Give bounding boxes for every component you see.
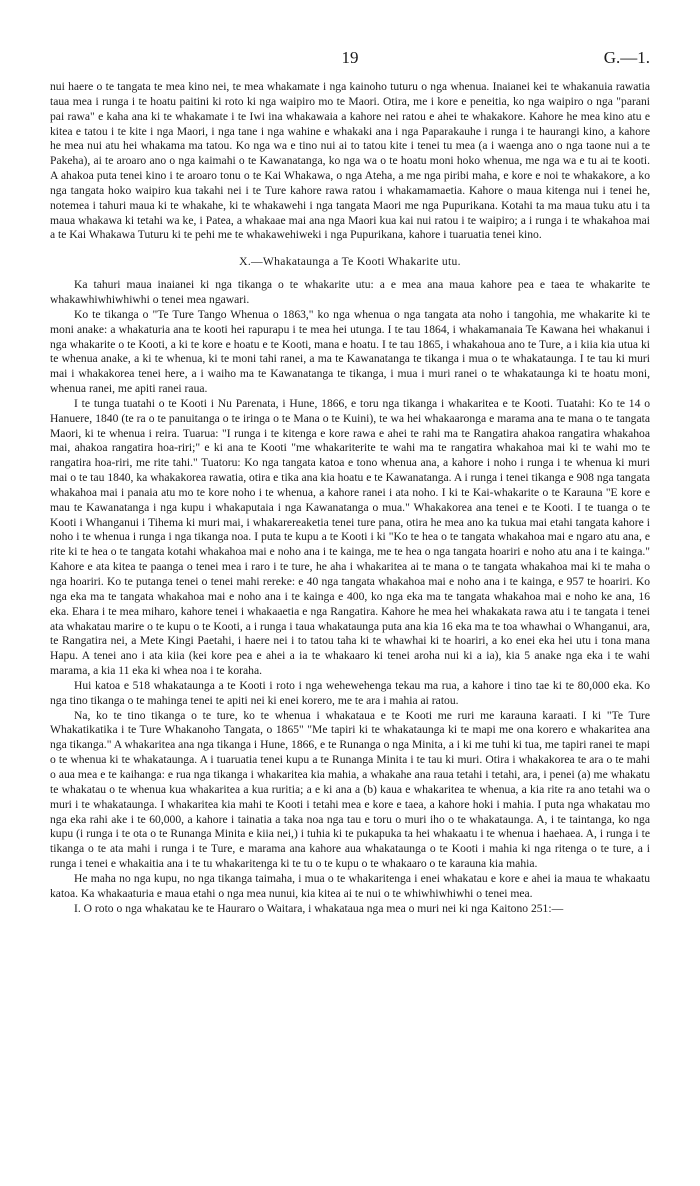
section-heading: X.—Whakataunga a Te Kooti Whakarite utu. — [239, 255, 461, 269]
paragraph: Ka tahuri maua inaianei ki nga tikanga o te whakarite utu: a e mea ana maua kahore pea e taea te whakarite te whakawhiwhiwhiwhi o tenei mea ngawari. — [50, 278, 650, 306]
paragraph: Hui katoa e 518 whakataunga a te Kooti i roto i nga wehewehenga tekau ma rua, a kahore i tino tae ki te 80,000 eka. Ko nga tino tikanga o te mahinga tenei te apiti nei ki enei korero, me te ara i mahia ai ratou. — [50, 678, 650, 707]
paragraph: I. O roto o nga whakatau ke te Hauraro o Waitara, i whakataua nga mea o muri nei ki nga Kaitono 251:— — [74, 901, 564, 915]
paragraph: Ko te tikanga o "Te Ture Tango Whenua o 1863," ko nga whenua o nga tangata ata noho i tangohia, me whakarite ki te moni anake: a whakaturia ana te kooti hei rapurapu i te mea hei utunga. I te tau 1864, i whakamanaia Te Kawana hei whakanui i nga whakarite o te Kooti, a ki te kore e hoatu e te Kooti, mana e hoatu. I te tau 1865, i whakahoua ano te Ture, a i kiia kia utua ki te whenua anake, a ki te whenua, ki te moni tahi ranei, a ma te Kawanatanga te tikanga i mua o te whakataunga. I te tau ki muri mai i whakakorea tenei here, a i waiho ma te Kawanatanga te tikanga, i mua i muri ranei o te whakataunga ki te hoatu moni, whenua ranei, me apiti ranei raua. — [50, 307, 650, 396]
paragraph-intro: nui haere o te tangata te mea kino nei, te mea whakamate i nga kainoho tuturu o nga whenua. Inaianei kei te whakanuia rawatia taua mea i runga i te hoatu paitini ki roto ki nga waipiro mo te Maori. Otira, me i kore e peneitia, ko nga waipiro o nga "parani pai rawa" e kaha ana ki te whakamate i te Iwi ina whakawaia a kahore nei ratou e ahei te whakakore. Kahore he mea kino atu e kitea e tatou i te kite i nga Maori, i nga tane i nga wahine e whakaki ana i nga Paparakauhe i runga i te haurangi kino, a kahore he mea nui atu hei whakama ma tatou. Ko nga wa e tino nui ai to tatou kite i tenei tu mea (a i waenga ano o nga taone nui a te Pakeha), ai te aroaro ano o nga kaimahi o te Kawanatanga, ko nga wa o te hoatu moni hoko whenua, me nga wa e tu ai te kooti. A ahakoa puta tenei kino i te aroaro tonu o te Kai Whakawa, o nga Ateha, a me nga piribi maha, e kore e noi te whakakore, a ko nga tangata hoko waipiro kua takahi nei i te Ture kahore rawa ratou i whakamamaetia. Kahore o maua kitenga nui i tenei he, notemea i tahuri maua ki te whakahe, ki te whakawehi i nga tangata Maori me nga Pupurikana. Kotahi ta ma maua tuku atu i ta maua whakawa ki tetahi wa ke, i Patea, a whakaae mai ana nga Maori kua kai nui ratou i te waipiro; a i runga i te whakahoa mai a te Kai Whakawa Tuturu ki te pehi me te whakawehiweki i nga Pupurikana, kahore i tuaruatia tenei kino. — [50, 80, 650, 242]
paragraph: He maha no nga kupu, no nga tikanga taimaha, i mua o te whakaritenga i enei whakatau e kore e ahei ia maua te whakaatu katoa. Ka whakaaturia e maua etahi o nga mea nunui, kia kitea ai te nui o te whiwhiwhiwhi o tenei mea. — [50, 871, 650, 900]
paragraph: I te tunga tuatahi o te Kooti i Nu Parenata, i Hune, 1866, e toru nga tikanga i whakaritea e te Kooti. Tuatahi: Ko te 14 o Hanuere, 1840 (te ra o te panuitanga o te iringa o te Mana o te Kuini), te wa hei whakaaronga e marama ana te mana o te tangata Maori, ki te whenua i reira. Tuarua: "I runga i te kitenga e kore rawa e ahei te rahi ma te Rangatira ahakoa rangatira whakahoa mai, ahakoa rangatira hoa-riri;" e ki ana te Kooti "me whakariterite te wahi ma te rangatira whakahoa mai ki te wahi mo te rangatira hoa-riri, me rite tahi." Tuatoru: Ko nga tangata katoa e tono whenua ana, a kahore i noho i runga i te whenua ki muri mai o te tau 1840, ka whakakorea rawatia, otira e tika ana kia hoatu e te Kawanatanga. A i runga i tenei tikanga e 908 nga tangata whakahoa mai i panaia atu mo te kore noho i te whenua, a kahore ranei i ata noho. I ki te Kai-whakarite o te Karauna "E kore e mau te Kawanatanga i nga kupu i whakaputaia i nga Kawanatanga o mua." Whakakorea ana tenei e te Kooti. I te tuanga o te Kooti i Whanganui i Tihema ki muri mai, i whakarereaketia tenei ture pana, otira he mea ano ka tukua mai etahi tangata kahore i noho i te whenua i runga i nga tikanga noa. I puta te kupu a te Kooti i ki "Ko te hea o te tangata whakahoa mai e ngaro atu ana, e rite ki te hea o te tangata kotahi whakahoa mai e noho ana i te kainga, me te hea o nga tangata hoariri e noho atu ana i te kainga." Kahore e ata kitea te paanga o tenei mea i raro i te ture, he aha i whakaritea ai te mana o te tangata whakahoa mai ki te maha o nga hoariri. Ko te putanga tenei o tenei mahi rereke: e 40 nga tangata whakahoa mai e noho ana i te kainga, e 957 te hoariri. Ko nga eka ma te tangata whakahoa mai e noho ana i te kainga e 400, ko nga eka ma te tangata whakahoa mai e noho ke ana, 16 eka. Ehara i te mea miharo, kahore tenei i whakaaetia e nga Rangatira. Kahore he mea hei whakakata rawa atu i te tangata i tenei ata whakatau marire o te kupu o te Kooti, a i runga i taua whakataunga puta ana kia 16 eka ma te toa whawhai o Whanganui, ara, te Rangatira nei, a Mete Kingi Paetahi, i haere nei i to tatou taha ki te whawhai ki te hoariri, a ko enei eka hei utu i tona mana Hapu. A tenei ano i ata kiia (kei kore pea e ahei a ia te whakaaro ki tenei aroha nui ki a ia), kia 5 anake nga eka i te wahi marama, a kia 11 eka ki whea noa i te koraha. — [50, 396, 650, 678]
page-number: 19 — [341, 48, 359, 67]
paragraph: Na, ko te tino tikanga o te ture, ko te whenua i whakataua e te Kooti me ruri me karauna karaati. I ki "Te Ture Whakatikatika i te Ture Whakanoho Tangata, o 1865" "Me tapiri ki te whakataunga ki te mapi me ona korero e whakaritea ana nga tikanga." A whakaritea ana nga tikanga i Hune, 1866, e te Runanga o nga Minita, a i ki me tuhi ki tua, me tapiri ranei te mapi o te whenua ki te whakataunga. A i tuaruatia tenei kupu a te Runanga Minita i te tau ki muri. Otira i whakakorea te ara o te mahi o aua mea e te kaihanga: e rua nga tikanga i whakaritea kia mahia, a whakahe ana raua tetahi i tetahi, ara, i penei (a) me whakatu te whakatau o te whenua kua whakaritea a kua ruritia; a e ki ana a (b) kaua e whakaritea te whenua, a kia rite ra ano tetahi wa o muri i te whakataunga. I whakaritea kia mahi te Kooti i tetahi mea e kore e taea, a kahore hoki i mahia. I puta nga whakatau mo nga eka rahi ake i te 60,000, a kahore i tainatia a taka noa nga tau e toru o muri iho o te whakataunga. A, i te taintanga, ko nga kupu (i runga i te ota o te Runanga Minita e kiia nei,) i tuhia ki te pukapuka ta hei whakaatu i te whenua i haehaea. A, i runga i te tikanga o te ata mahi i runga i te Ture, e marama ana kahore aua whakataunga o te Kooti i mahia ki nga ritenga o te ture, a i runga i tenei e whakaitia ana i te tu whakaritenga ki te tu o te kupu o te whakaaro o te karauna kia mahia. — [50, 708, 650, 871]
running-head — [50, 48, 650, 70]
document-reference: G.—1. — [603, 48, 650, 67]
body-text — [50, 80, 650, 916]
